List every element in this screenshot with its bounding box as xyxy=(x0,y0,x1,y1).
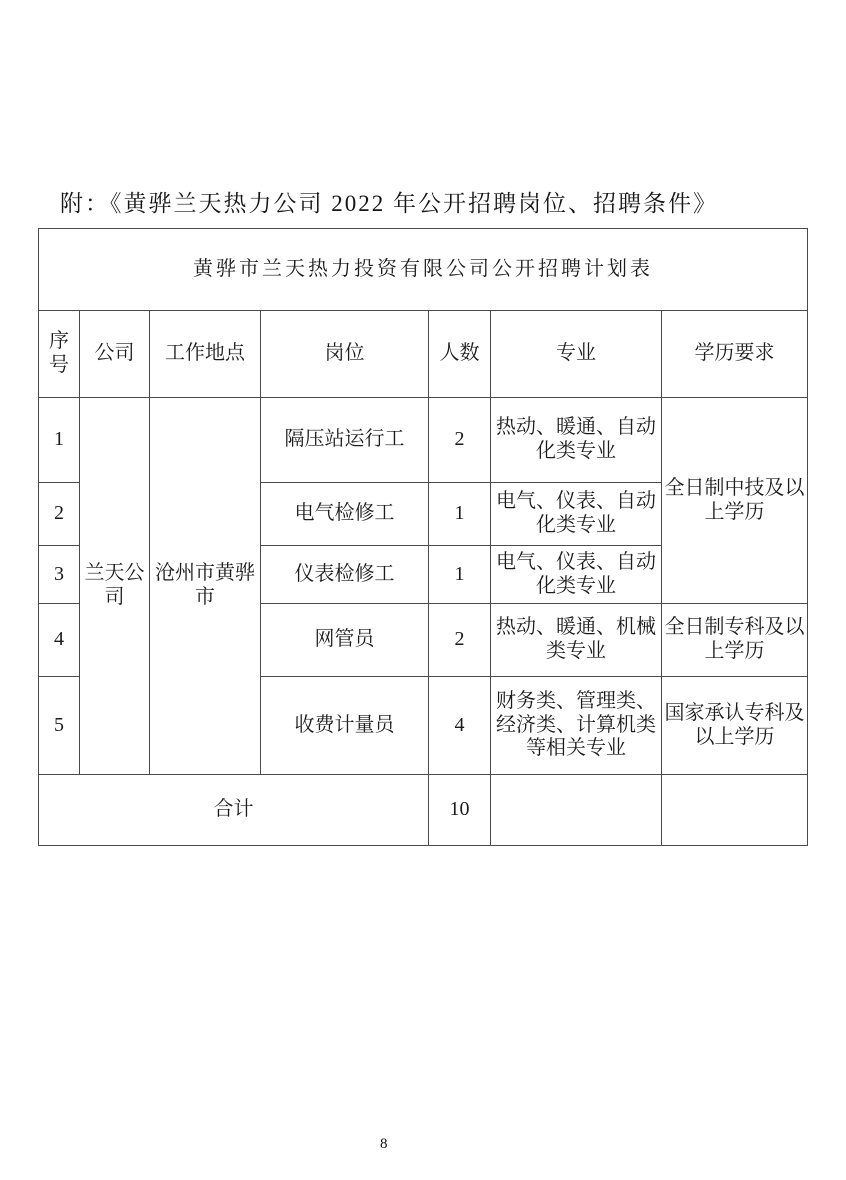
table-title: 黄骅市兰天热力投资有限公司公开招聘计划表 xyxy=(39,229,808,311)
total-label: 合计 xyxy=(39,775,429,846)
col-header-major: 专业 xyxy=(491,311,662,398)
location-cell: 沧州市黄骅市 xyxy=(150,398,261,775)
col-header-education: 学历要求 xyxy=(662,311,808,398)
table-header-row xyxy=(39,311,808,398)
row4-count: 2 xyxy=(429,604,491,677)
table-row xyxy=(39,398,808,483)
company-cell: 兰天公司 xyxy=(80,398,150,775)
row2-position: 电气检修工 xyxy=(261,483,429,546)
row2-seq: 2 xyxy=(39,483,80,546)
table-title-row xyxy=(39,229,808,311)
education-rows1to3: 全日制中技及以上学历 xyxy=(662,398,808,604)
page-number: 8 xyxy=(380,1136,388,1152)
row3-major: 电气、仪表、自动化类专业 xyxy=(491,546,662,604)
row3-count: 1 xyxy=(429,546,491,604)
row4-seq: 4 xyxy=(39,604,80,677)
col-header-count: 人数 xyxy=(429,311,491,398)
row4-position: 网管员 xyxy=(261,604,429,677)
total-count: 10 xyxy=(429,775,491,846)
row3-position: 仪表检修工 xyxy=(261,546,429,604)
attachment-heading: 附：《黄骅兰天热力公司 2022 年公开招聘岗位、招聘条件》 xyxy=(60,191,718,216)
row1-position: 隔压站运行工 xyxy=(261,398,429,483)
row5-major: 财务类、管理类、经济类、计算机类等相关专业 xyxy=(491,677,662,775)
total-education-empty xyxy=(662,775,808,846)
row1-count: 2 xyxy=(429,398,491,483)
row5-count: 4 xyxy=(429,677,491,775)
row5-seq: 5 xyxy=(39,677,80,775)
row5-education: 国家承认专科及以上学历 xyxy=(662,677,808,775)
row2-major: 电气、仪表、自动化类专业 xyxy=(491,483,662,546)
row1-seq: 1 xyxy=(39,398,80,483)
col-header-company: 公司 xyxy=(80,311,150,398)
total-major-empty xyxy=(491,775,662,846)
row2-count: 1 xyxy=(429,483,491,546)
recruitment-table xyxy=(38,228,808,846)
row3-seq: 3 xyxy=(39,546,80,604)
row4-education: 全日制专科及以上学历 xyxy=(662,604,808,677)
row4-major: 热动、暖通、机械类专业 xyxy=(491,604,662,677)
col-header-location: 工作地点 xyxy=(150,311,261,398)
row5-position: 收费计量员 xyxy=(261,677,429,775)
table-total-row xyxy=(39,775,808,846)
col-header-seq: 序号 xyxy=(39,311,80,398)
col-header-position: 岗位 xyxy=(261,311,429,398)
row1-major: 热动、暖通、自动化类专业 xyxy=(491,398,662,483)
